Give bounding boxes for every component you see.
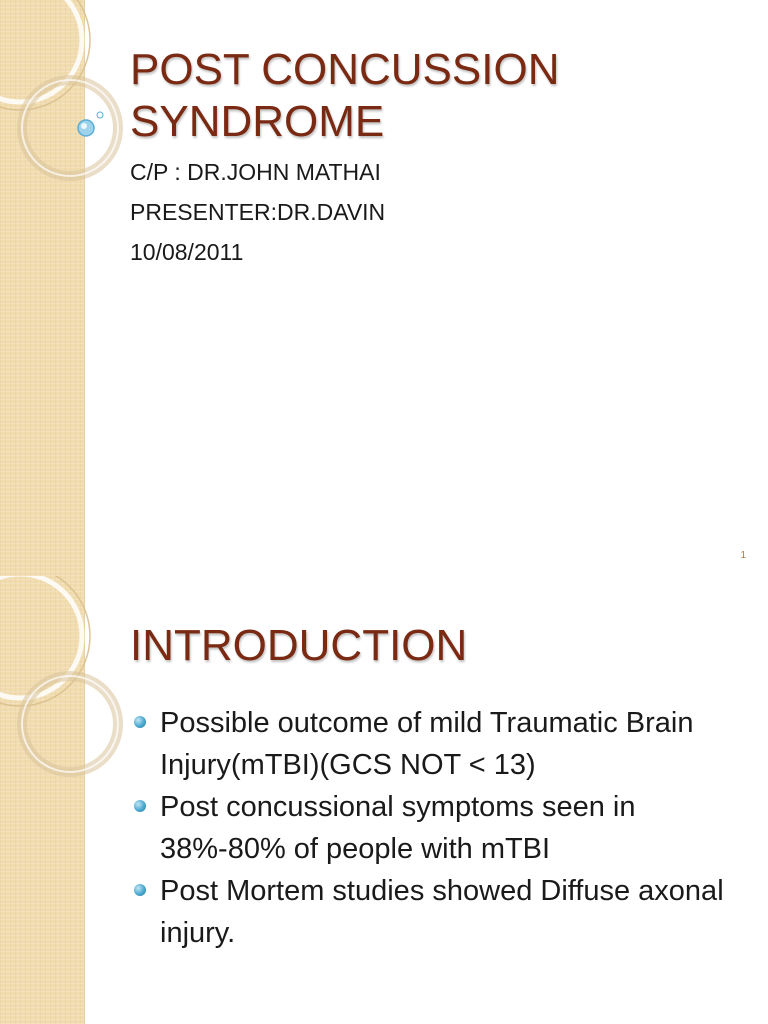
bullet-dot-icon <box>134 800 146 812</box>
slide-1-title: POST CONCUSSION SYNDROME <box>130 45 560 146</box>
slide-1-subtitle <box>130 152 385 272</box>
slide-number: 1 <box>740 550 746 561</box>
subtitle-line-consultant: C/P : DR.JOHN MATHAI <box>130 159 381 185</box>
subtitle-line-date: 10/08/2011 <box>130 239 244 265</box>
bullet-item <box>132 786 742 870</box>
bullet-text: Post Mortem studies showed Diffuse axonal injury. <box>160 875 724 949</box>
bullet-list <box>132 702 742 954</box>
bullet-item <box>132 870 742 954</box>
ring-decoration-icon <box>0 0 110 200</box>
bullet-text: Possible outcome of mild Traumatic Brain Injury(mTBI)(GCS NOT < 13) <box>160 707 694 781</box>
bullet-item <box>132 702 742 786</box>
bullet-dot-icon <box>134 716 146 728</box>
bullet-text: Post concussional symptoms seen in 38%-80% of people with mTBI <box>160 791 636 865</box>
slide-2-title: INTRODUCTION <box>130 621 468 670</box>
subtitle-line-presenter: PRESENTER:DR.DAVIN <box>130 199 386 225</box>
slide-2 <box>0 576 768 1024</box>
ring-decoration-icon <box>0 576 110 776</box>
bullet-dot-icon <box>134 884 146 896</box>
